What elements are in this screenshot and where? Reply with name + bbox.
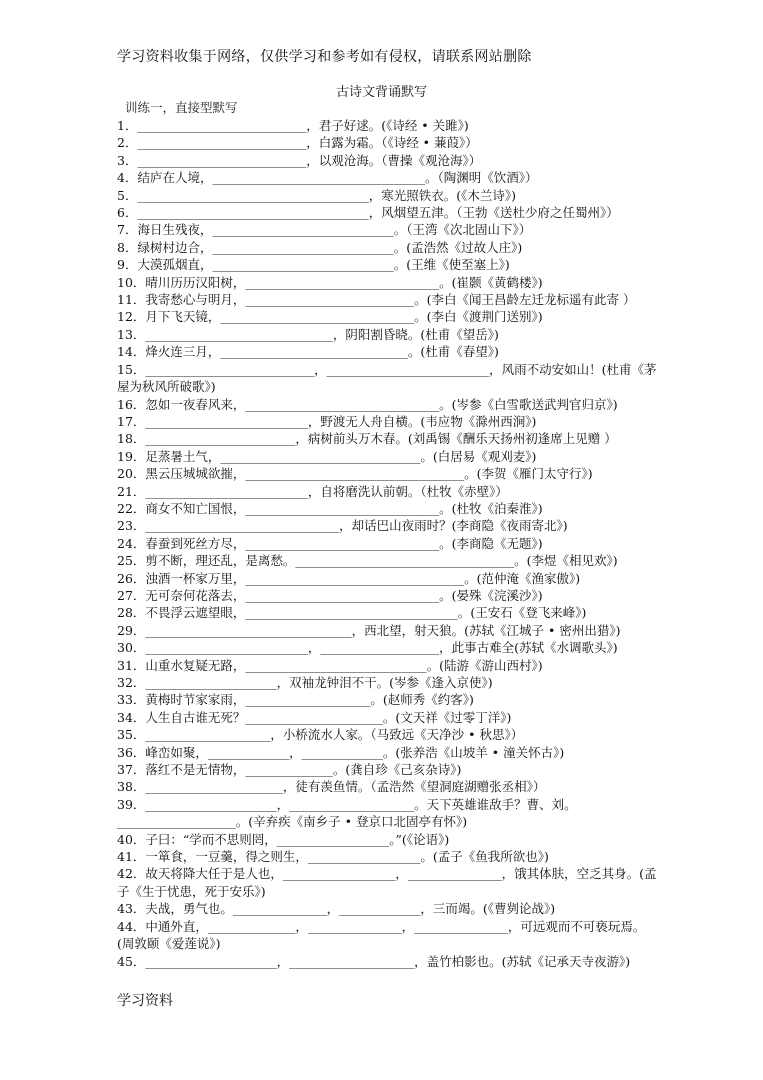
exercise-item: 23．_______________________________，却话巴山夜雨时？(李商隐《夜雨寄北》) (117, 518, 568, 534)
exercise-item: 39．_____________________，____________________。天下英雄谁敌手？曹、刘。___________________。(辛弃疾《南乡子 • 登京口北固亭有怀》) (117, 796, 577, 830)
exercise-item: 18．________________________，病树前头万木春。(刘禹锡《酬乐天扬州初逢席上见赠 ） (117, 431, 617, 447)
exercise-item: 38．______________________，徒有羡鱼情。（孟浩然《望洞庭湖赠张丞相》） (117, 779, 546, 795)
exercise-item: 10．晴川历历汉阳树，_______________________________。(崔颢《黄鹤楼》) (117, 274, 543, 290)
exercise-item: 28．不畏浮云遮望眼，__________________________________。(王安石《登飞来峰》) (117, 605, 587, 621)
exercise-item: 37．落红不是无情物，______________。(龚自珍《己亥杂诗》) (117, 762, 462, 778)
exercise-item: 30．__________________________，___________________，此事古难全(苏轼《水调歌头》) (117, 640, 618, 656)
exercise-item: 29．_________________________________，西北望，射天狼。(苏轼《江城子 • 密州出猎》) (117, 622, 621, 638)
exercise-item: 20．黑云压城城欲摧，___________________________________。(李贺《雁门太守行》) (117, 466, 593, 482)
exercise-item: 33．黄梅时节家家雨，____________________。(赵师秀《约客》) (117, 692, 474, 708)
exercise-item: 22．商女不知亡国恨，_______________________________。(杜牧《泊秦淮》) (117, 500, 543, 516)
exercise-item: 5．_____________________________________，寒光照铁衣。(《木兰诗》) (117, 187, 516, 203)
exercise-item: 40．子曰：“学而不思则罔，__________________。”(《论语》) (117, 831, 450, 847)
exercise-item: 45．_____________________，____________________，盖竹柏影也。(苏轼《记承天寺夜游》) (117, 953, 631, 969)
page-header-notice: 学习资料收集于网络，仅供学习和参考如有侵权，请联系网站删除 (117, 49, 532, 65)
exercise-item: 43．夫战，勇气也。_______________，_____________，三而竭。(《曹刿论战》) (117, 901, 556, 917)
exercise-item: 14．烽火连三月，______________________________。(杜甫《春望》) (117, 344, 499, 360)
exercise-item: 26．浊酒一杯家万里，___________________________________。(范仲淹《渔家傲》) (117, 570, 581, 586)
exercise-item: 11．我寄愁心与明月，___________________________。(李白《闻王昌龄左迁龙标遥有此寄 ） (117, 292, 636, 308)
exercise-item: 15．___________________________，__________________________，风雨不动安如山！(杜甫《茅屋为秋风所破歌》) (117, 361, 657, 395)
exercise-item: 7．海日生残夜，_____________________________。（王湾《次北固山下》） (117, 222, 532, 238)
exercise-item: 27．无可奈何花落去，_______________________________。(晏殊《浣溪沙》) (117, 587, 543, 603)
page-footer: 学习资料 (117, 993, 173, 1009)
exercise-item: 9．大漠孤烟直，_____________________________。(王维《使至塞上》) (117, 257, 510, 273)
exercise-item: 36．峰峦如聚，_____________，_____________。(张养浩《山坡羊 • 潼关怀古》) (117, 744, 565, 760)
exercise-item: 35．____________________，小桥流水人家。（马致远《天净沙 • 秋思》） (117, 727, 524, 743)
exercise-item: 31．山重水复疑无路，_____________________________。(陆游《游山西村》) (117, 657, 543, 673)
exercise-list (117, 117, 659, 970)
exercise-item: 8．绿树村边合，_____________________________。(孟浩然《过故人庄》) (117, 239, 523, 255)
section-subtitle: 训练一，直接型默写 (125, 100, 238, 115)
exercise-item: 13．______________________________，阴阳割昏晓。(杜甫《望岳》) (117, 326, 499, 342)
exercise-item: 4．结庐在人境，__________________________________。（陶渊明《饮酒》） (117, 170, 538, 186)
exercise-item: 12．月下飞天镜，_______________________________。(李白《渡荆门送别》) (117, 309, 543, 325)
exercise-item: 21．__________________________，自将磨洗认前朝。（杜牧《赤壁》） (117, 483, 508, 499)
exercise-item: 32．_____________________，双袖龙钟泪不干。(岑参《逢入京使》) (117, 675, 493, 690)
page-title: 古诗文背诵默写 (335, 85, 427, 100)
exercise-item: 16．忽如一夜春风来，_______________________________。(岑参《白雪歌送武判官归京》) (117, 396, 618, 412)
exercise-item: 25．剪不断，理还乱，是离愁。___________________________________。(李煜《相见欢》) (117, 553, 618, 569)
exercise-item: 41．一箪食，一豆羹，得之则生，__________________。(孟子《鱼我所欲也》) (117, 849, 549, 865)
exercise-item: 42．故天将降大任于是人也，__________________，_______________，饿其体肤，空乏其身。(孟子《生于忧患，死于安乐》) (117, 866, 657, 899)
exercise-item: 34．人生自古谁无死？______________________。(文天祥《过零丁洋》) (117, 709, 512, 725)
exercise-item: 24．春蚕到死丝方尽，_______________________________。(李商隐《无题》) (117, 535, 543, 551)
exercise-item: 6．_____________________________________，风烟望五津。（王勃《送杜少府之任蜀州》） (117, 205, 619, 221)
exercise-item: 2．___________________________，白露为霜。（《诗经 • 蒹葭》） (117, 135, 478, 151)
exercise-item: 44．中通外直，______________，_______________，_______________，可远观而不可亵玩焉。(周敦颐《爱莲说》) (117, 918, 646, 952)
exercise-item: 19．足蒸暑土气，________________________________。(白居易《观刈麦》) (117, 448, 537, 464)
exercise-item: 1．___________________________，君子好逑。(《诗经 • 关雎》) (117, 118, 469, 133)
exercise-item: 17．__________________________，野渡无人舟自横。(韦应物《滁州西涧》) (117, 413, 537, 429)
exercise-item: 3．___________________________，以观沧海。（曹操《观沧海》） (117, 152, 482, 168)
